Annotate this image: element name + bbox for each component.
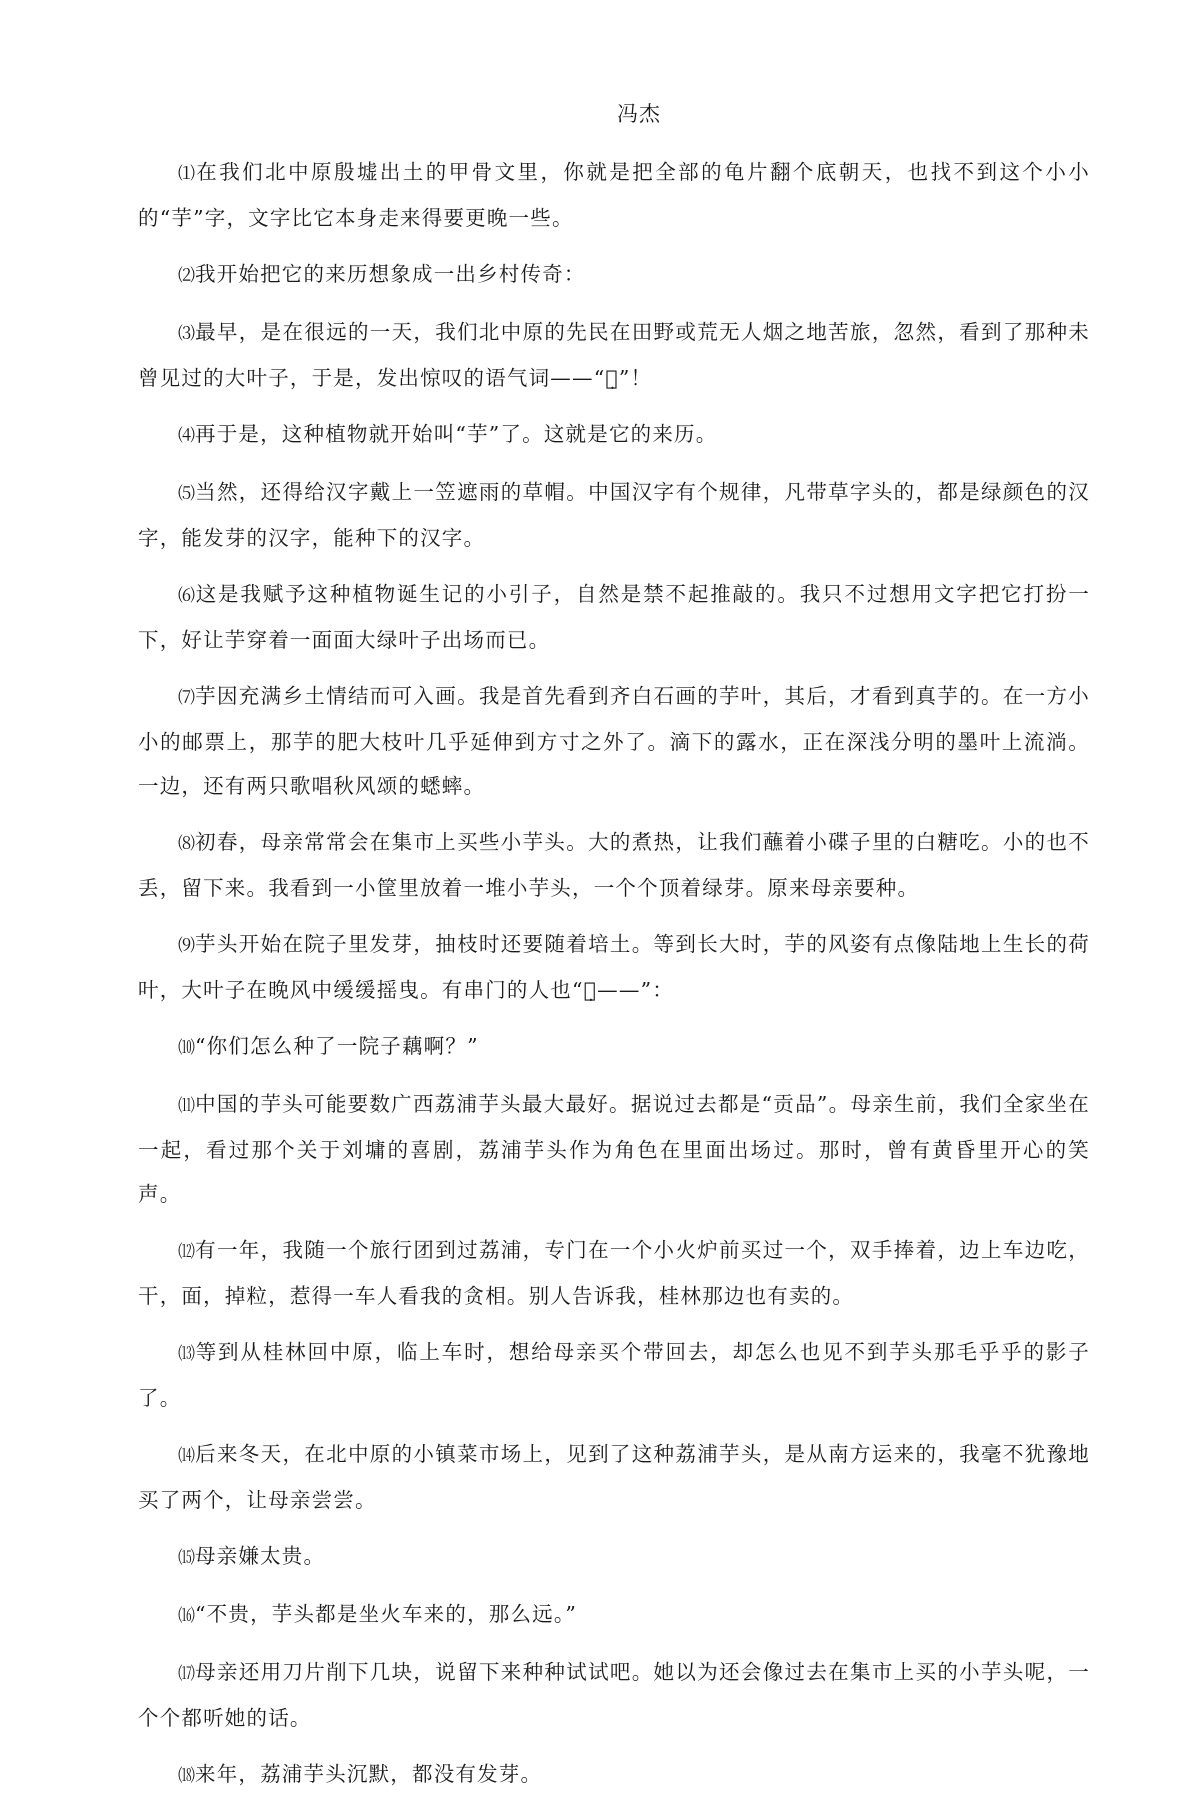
paragraph-14 [138, 1432, 1090, 1522]
paragraph-number: ⒅ [178, 1766, 195, 1786]
paragraph-text: 我开始把它的来历想象成一出乡村传奇： [195, 262, 586, 286]
paragraph-text: 有一年，我随一个旅行团到过荔浦，专门在一个小火炉前买过一个，双手捧着，边上车边吃，干，面，掉粒，惹得一车人看我的贪相。别人告诉我，桂林那边也有卖的。 [138, 1238, 1091, 1308]
paragraph-number: ⒁ [178, 1446, 196, 1466]
paragraph-number: ⑽ [178, 1038, 195, 1058]
paragraph-number: ⑹ [178, 586, 196, 606]
paragraph-17 [138, 1650, 1090, 1740]
paragraph-text: “不贵，芋头都是坐火车来的，那么远。” [195, 1602, 578, 1626]
paragraph-number: ⑵ [178, 266, 195, 286]
paragraph-number: ⑼ [178, 936, 196, 956]
paragraph-7 [138, 674, 1090, 808]
paragraph-text: “你们怎么种了一院子藕啊？” [195, 1034, 479, 1058]
paragraph-1 [138, 150, 1090, 240]
author-name: 冯杰 [617, 102, 661, 126]
paragraph-text: 后来冬天，在北中原的小镇菜市场上，见到了这种荔浦芋头，是从南方运来的，我毫不犹豫地买了两个，让母亲尝尝。 [138, 1442, 1091, 1512]
paragraph-16 [138, 1592, 1090, 1638]
paragraph-6 [138, 572, 1090, 662]
paragraph-2 [138, 252, 1090, 298]
paragraph-text: 这是我赋予这种植物诞生记的小引子，自然是禁不起推敲的。我只不过想用文字把它打扮一下，好让芋穿着一面面大绿叶子出场而已。 [138, 582, 1091, 652]
paragraph-18 [138, 1752, 1090, 1798]
paragraph-text: 初春，母亲常常会在集市上买些小芋头。大的煮热，让我们蘸着小碟子里的白糖吃。小的也不丢，留下来。我看到一小筐里放着一堆小芋头，一个个顶着绿芽。原来母亲要种。 [138, 830, 1091, 900]
paragraph-number: ⑸ [178, 484, 196, 504]
paragraph-9 [138, 922, 1090, 1012]
paragraph-number: ⒀ [178, 1344, 196, 1364]
paragraph-text: 来年，荔浦芋头沉默，都没有发芽。 [195, 1762, 543, 1786]
paragraph-3 [138, 310, 1090, 400]
paragraph-text: 母亲嫌太贵。 [195, 1544, 326, 1568]
paragraph-number: ⑺ [178, 688, 196, 708]
paragraph-8 [138, 820, 1090, 910]
paragraph-10 [138, 1024, 1090, 1070]
paragraph-text: 再于是，这种植物就开始叫“芋”了。这就是它的来历。 [195, 422, 718, 446]
paragraph-text: 母亲还用刀片削下几块，说留下来种种试试吧。她以为还会像过去在集市上买的小芋头呢，一个个都听她的话。 [138, 1660, 1091, 1730]
paragraph-number: ⒃ [178, 1606, 195, 1626]
paragraph-4 [138, 412, 1090, 458]
paragraph-15 [138, 1534, 1090, 1580]
paragraph-number: ⑴ [178, 164, 197, 184]
paragraph-text: 最早，是在很远的一天，我们北中原的先民在田野或荒无人烟之地苦旅，忽然，看到了那种未曾见过的大叶子，于是，发出惊叹的语气词——“吁̣”！ [138, 320, 1091, 390]
paragraph-text: 等到从桂林回中原，临上车时，想给母亲买个带回去，却怎么也见不到芋头那毛乎乎的影子了。 [138, 1340, 1091, 1410]
paragraph-text: 在我们北中原殷墟出土的甲骨文里，你就是把全部的龟片翻个底朝天，也找不到这个小小的“芋”字，文字比它本身走来得要更晚一些。 [138, 160, 1090, 230]
paragraph-12 [138, 1228, 1090, 1318]
paragraph-number: ⑷ [178, 426, 195, 446]
paragraph-13 [138, 1330, 1090, 1420]
paragraph-text: 芋头开始在院子里发芽，抽枝时还要随着培土。等到长大时，芋的风姿有点像陆地上生长的荷叶，大叶子在晚风中缓缓摇曳。有串门的人也“吁̣——”： [138, 932, 1091, 1002]
paragraph-text: 中国的芋头可能要数广西荔浦芋头最大最好。据说过去都是“贡品”。母亲生前，我们全家坐在一起，看过那个关于刘墉的喜剧，荔浦芋头作为角色在里面出场过。那时，曾有黄昏里开心的笑声。 [138, 1092, 1091, 1206]
paragraph-number: ⑶ [178, 324, 196, 344]
paragraph-text: 芋因充满乡土情结而可入画。我是首先看到齐白石画的芋叶，其后，才看到真芋的。在一方小小的邮票上，那芋的肥大枝叶几乎延伸到方寸之外了。滴下的露水，正在深浅分明的墨叶上流淌。一边，还有两只歌唱秋风颂的蟋蟀。 [138, 684, 1091, 798]
paragraph-number: ⑿ [178, 1242, 196, 1262]
paragraph-number: ⑻ [178, 834, 196, 854]
paragraph-number: ⒄ [178, 1664, 196, 1684]
paragraph-5 [138, 470, 1090, 560]
paragraph-text: 当然，还得给汉字戴上一笠遮雨的草帽。中国汉字有个规律，凡带草字头的，都是绿颜色的汉字，能发芽的汉字，能种下的汉字。 [138, 480, 1091, 550]
paragraph-11 [138, 1082, 1090, 1216]
paragraph-number: ⒂ [178, 1548, 195, 1568]
paragraph-number: ⑾ [178, 1096, 196, 1116]
